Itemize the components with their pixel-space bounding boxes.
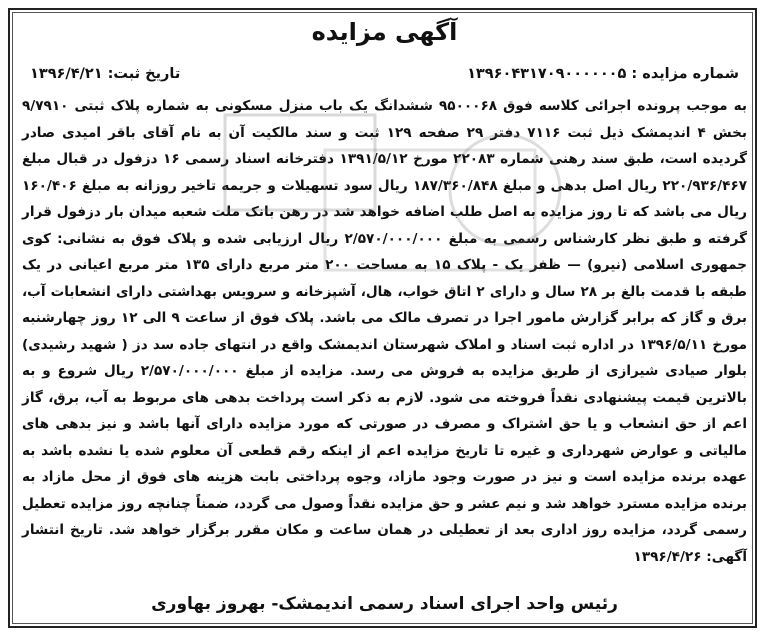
signature-line: رئیس واحد اجرای اسناد رسمی اندیمشک- بهروز بهاوری [151,594,618,614]
notice-meta-row [30,66,739,88]
registration-date: تاریخ ثبت: ۱۳۹۶/۴/۲۱ [30,66,181,82]
auction-number: شماره مزایده : ۱۳۹۶۰۴۳۱۷۰۹۰۰۰۰۰۰۵ [467,66,739,82]
notice-title: آگهی مزایده [311,18,458,46]
notice-body: به موجب پرونده اجرائی کلاسه فوق ۹۵۰۰۰۶۸ ششدانگ یک باب منزل مسکونی به شماره پلاک ثبتی ۹/۷۹۱۰ بخش ۴ اندیمشک ذیل ثبت ۷۱۱۶ دفتر ۲۹ صفحه ۱۲۹ ثبت و سند مالکیت آن به نام آقای باقر امیدی صادر گردیده است، طبق سند رهنی شماره ۲۲۰۸۳ مورخ ۱۳۹۱/۵/۱۲ دفترخانه اسناد رسمی ۱۶ دزفول در قبال مبلغ ۲۲۰/۹۳۶/۴۶۷ ریال اصل بدهی و مبلغ ۱۸۷/۳۶۰/۸۴۸ ریال سود تسهیلات و جریمه تاخیر روزانه به مبلغ ۱۶۰/۴۰۶ ریال می باشد که تا روز مزایده به اصل طلب اضافه خواهد شد در رهن بانک ملت شعبه میدان بار دزفول قرار گرفته و طبق نظر کارشناس رسمی به مبلغ ۲/۵۷۰/۰۰۰/۰۰۰ ریال ارزیابی شده و پلاک فوق به نشانی: کوی جمهوری اسلامی (نیرو) — ظفر یک - پلاک ۱۵ به مساحت ۲۰۰ متر مربع دارای ۱۳۵ متر مربع اعیانی در یک طبقه با قدمت بالغ بر ۲۸ سال و دارای ۲ اتاق خواب، هال، آشپزخانه و سرویس بهداشتی دارای انشعابات آب، برق و گاز که برابر گزارش مامور اجرا در تصرف مالک می باشد. پلاک فوق از ساعت ۹ الی ۱۲ روز چهارشنبه مورخ ۱۳۹۶/۵/۱۱ در اداره ثبت اسناد و املاک شهرستان اندیمشک واقع در انتهای جاده سد دز ( شهید رشیدی) بلوار صیادی شیرازی از طریق مزایده به فروش می رسد. مزایده از مبلغ ۲/۵۷۰/۰۰۰/۰۰۰ ریال شروع و به بالاترین قیمت پیشنهادی نقداً فروخته می شود. لازم به ذکر است پرداخت بدهی های مربوط به آب، برق، گاز اعم از حق انشعاب و یا حق اشتراک و مصرف در صورتی که مورد مزایده دارای آنها باشد و نیز بدهی های مالیاتی و عوارض شهرداری و غیره تا تاریخ مزایده اعم از اینکه رقم قطعی آن معلوم شده یا نشده باشد به عهده برنده مزایده است و نیز در صورت وجود مازاد، وجوه پرداختی بابت هزینه های فوق از محل مازاد به برنده مزایده مسترد خواهد شد و نیم عشر و حق مزایده نقداً وصول می گردد، ضمناً چنانچه روز مزایده تعطیل رسمی گردد، مزایده روز اداری بعد از تعطیلی در همان ساعت و مکان مقرر برگزار خواهد شد. تاریخ انتشار آگهی: ۱۳۹۶/۴/۲۶ [22,98,748,565]
